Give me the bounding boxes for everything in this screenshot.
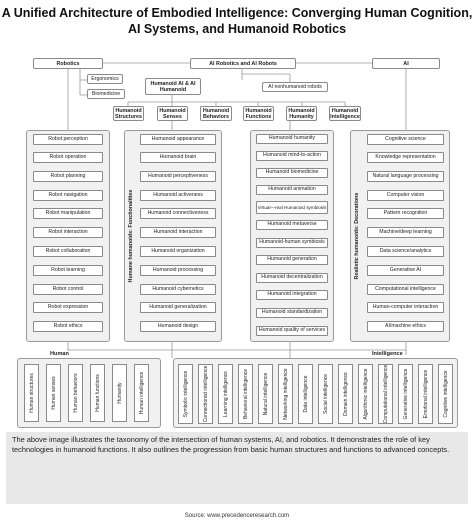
list-item-intelligence-label: Computational intelligence (382, 364, 389, 424)
list-item-ai: Human-computer interaction (367, 302, 444, 313)
list-item-intelligence-label: Emotional intelligence (422, 369, 429, 419)
tab-humanoid-functions: Humanoid Functions (243, 106, 274, 121)
list-item-human-label: Human structures (28, 373, 35, 413)
tab-humanoid-humanity: Humanoid Humanity (286, 106, 317, 121)
list-item-functionality: Humanoid brain (140, 152, 216, 163)
list-item-robot: Robot ethics (33, 321, 103, 332)
list-item-robot: Robot control (33, 284, 103, 295)
list-item-humanity: Humanoid quality of services (256, 326, 328, 336)
list-item-human-label: Human senses (50, 376, 57, 410)
tab-humanoid-senses: Humanoid Senses (157, 106, 188, 121)
list-item-robot: Robot collaboration (33, 246, 103, 257)
list-item-human (112, 364, 127, 422)
ai-robotics-header: AI Robotics and AI Robots (190, 58, 296, 69)
ai-header: AI (372, 58, 440, 69)
list-item-intelligence (298, 364, 313, 424)
list-item-humanity: Humanoid metaverse (256, 220, 328, 230)
list-item-humanity: Humanoid humanity (256, 134, 328, 144)
list-item-functionality: Humanoid processing (140, 265, 216, 276)
list-item-humanity: Humanoid standardization (256, 308, 328, 318)
human-section-label: Human (50, 351, 69, 357)
list-item-intelligence (438, 364, 453, 424)
list-item-functionality: Humanoid perceptiveness (140, 171, 216, 182)
humanoid-ai-box: Humanoid AI & AI Humanoid (145, 78, 201, 95)
list-item-robot: Robot navigation (33, 190, 103, 201)
list-item-intelligence-label: Generative intelligence (402, 368, 409, 420)
list-item-intelligence (358, 364, 373, 424)
list-item-robot: Robot perception (33, 134, 103, 145)
list-item-intelligence-label: Algorithmic intelligence (362, 368, 369, 420)
list-item-humanity: Humanoid integration (256, 290, 328, 300)
list-item-intelligence (338, 364, 353, 424)
list-item-ai: Machine/deep learning (367, 227, 444, 238)
list-item-humanity: Humanoid animation (256, 185, 328, 195)
title-line-1: A Unified Architecture of Embodied Intelligence: Converging Human Cognition, (1, 6, 473, 20)
list-item-humanity: Humanoid mind-to-action (256, 151, 328, 161)
list-item-functionality: Humanoid connectiveness (140, 208, 216, 219)
list-item-functionality: Humanoid interaction (140, 227, 216, 238)
list-item-intelligence (178, 364, 193, 424)
list-item-human-label: Human functions (94, 374, 101, 412)
source-credit: Source: www.precedenceresearch.com (184, 513, 290, 519)
intelligence-panel (173, 358, 458, 428)
list-item-human-label: Human intelligence (138, 371, 145, 415)
title-line-2: AI Systems, and Humanoid Robotics (127, 22, 347, 36)
list-item-intelligence-label: Cognitive intelligence (442, 370, 449, 418)
list-item-intelligence (378, 364, 393, 424)
list-item-human (24, 364, 39, 422)
list-item-human-label: Human behaviors (72, 373, 79, 413)
list-item-robot: Robot manipulation (33, 208, 103, 219)
decorations-label: Realistic humanoids: Decorations (354, 192, 360, 280)
list-item-ai: Data science/analytics (367, 246, 444, 257)
ai-nonhumanoid-box: AI nonhumanoid robots (262, 82, 328, 92)
list-item-ai: Cognitive science (367, 134, 444, 145)
ergonomics-box: Ergonomics (87, 74, 123, 84)
list-item-intelligence-label: Social intelligence (322, 373, 329, 415)
page-title (0, 5, 474, 37)
intelligence-section-label: Intelligence (372, 351, 403, 357)
list-item-intelligence (278, 364, 293, 424)
list-item-robot: Robot operation (33, 152, 103, 163)
list-item-intelligence-label: Symbolic intelligence (182, 370, 189, 418)
list-item-humanity: Virtual—real Humanoid symbiosis (256, 201, 328, 214)
list-item-intelligence-label: Domain intelligence (342, 372, 349, 416)
list-item-intelligence-label: Natural intelligence (262, 372, 269, 416)
list-item-intelligence (398, 364, 413, 424)
list-item-human (46, 364, 61, 422)
list-item-robot: Robot planning (33, 171, 103, 182)
list-item-human (134, 364, 149, 422)
tab-humanoid-structures: Humanoid Structures (113, 106, 144, 121)
list-item-ai: Knowledge representation (367, 152, 444, 163)
list-item-intelligence-label: Networking intelligence (282, 368, 289, 420)
list-item-ai: AI/machine ethics (367, 321, 444, 332)
list-item-ai: Pattern recognition (367, 208, 444, 219)
list-item-humanity: Humanoid decentralization (256, 273, 328, 283)
list-item-functionality: Humanoid activeness (140, 190, 216, 201)
functionalities-label: Humane humanoids: Functionalities (128, 189, 134, 283)
list-item-functionality: Humanoid organization (140, 246, 216, 257)
tab-humanoid-behaviors: Humanoid Behaviors (200, 106, 232, 121)
list-item-intelligence (198, 364, 213, 424)
list-item-intelligence (218, 364, 233, 424)
list-item-human (68, 364, 83, 422)
list-item-intelligence (238, 364, 253, 424)
list-item-humanity: Humanoid-human symbiosis (256, 238, 328, 248)
list-item-intelligence-label: Behavioral intelligence (242, 368, 249, 420)
list-item-intelligence (258, 364, 273, 424)
list-item-ai: Generative AI (367, 265, 444, 276)
list-item-robot: Robot learning (33, 265, 103, 276)
list-item-intelligence-label: Data intelligence (302, 375, 309, 413)
robotics-header: Robotics (33, 58, 103, 69)
list-item-intelligence (418, 364, 433, 424)
list-item-ai: Computational intelligence (367, 284, 444, 295)
tab-humanoid-intelligence: Humanoid Intelligence (330, 107, 360, 120)
list-item-intelligence-label: Connectionist intelligence (202, 365, 209, 423)
list-item-robot: Robot expression (33, 302, 103, 313)
list-item-robot: Robot interaction (33, 227, 103, 238)
list-item-human-label: Humanity (116, 382, 123, 404)
list-item-ai: Natural language processing (367, 171, 444, 182)
list-item-humanity: Humanoid biomedicine (256, 168, 328, 178)
list-item-functionality: Humanoid design (140, 321, 216, 332)
list-item-ai: Computer vision (367, 190, 444, 201)
list-item-functionality: Humanoid appearance (140, 134, 216, 145)
list-item-human (90, 364, 105, 422)
list-item-intelligence (318, 364, 333, 424)
list-item-functionality: Humanoid cybernetics (140, 284, 216, 295)
list-item-humanity: Humanoid generation (256, 255, 328, 265)
biomedicine-box: Biomedicine (87, 89, 125, 99)
list-item-functionality: Humanoid generalization (140, 302, 216, 313)
description-text: The above image illustrates the taxonomy of the intersection of human systems, AI, and robotics. It demonstrates the role of key technologies in humanoid functions. It also outlines the progression from basic human structures and functions to advanced concepts. (12, 435, 450, 454)
list-item-intelligence-label: Learning intelligence (222, 371, 229, 417)
